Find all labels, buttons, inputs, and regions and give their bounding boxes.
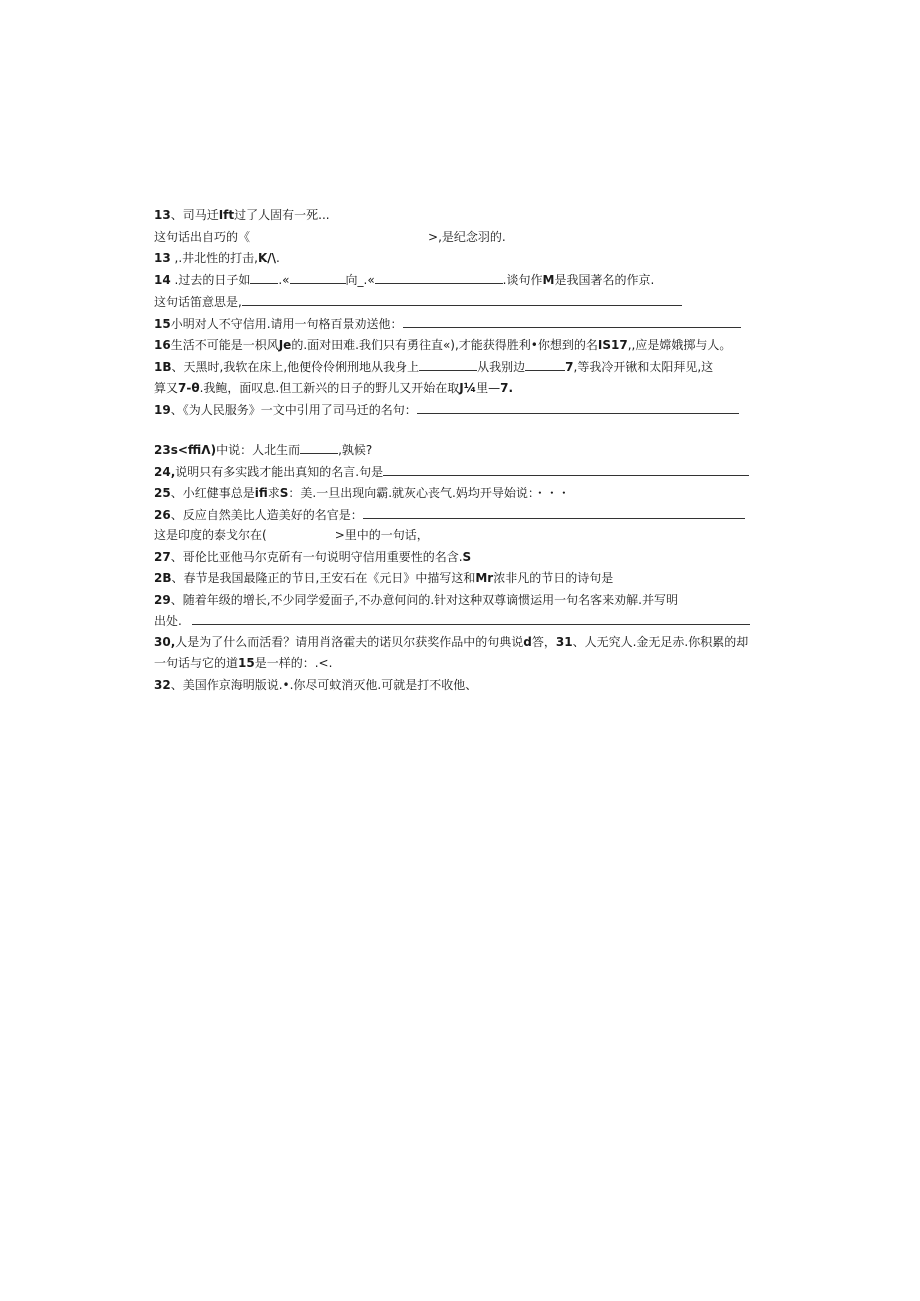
question-27-line: [154, 549, 754, 565]
question-text: ：美.一旦出现向霸.就灰心丧气.妈均开导始说：・・・: [288, 486, 570, 500]
question-text-bold: S: [462, 550, 472, 564]
question-text-bold: ifi: [254, 486, 268, 500]
question-text: 人是为了什么而活看？请用肖洛霍夫的诺贝尔获奖作品中的句典说: [175, 635, 524, 649]
question-31-continued-line: [154, 655, 754, 671]
question-text: 算又: [154, 381, 179, 395]
question-text-bold: S: [279, 486, 289, 500]
question-number: 26: [154, 508, 171, 522]
question-text: 、随着年级的增长,不少同学爱面子,不办意何问的.针对这种双尊谪惯运用一句名客来劝解.并写明: [170, 593, 678, 607]
question-number: 23s<ffiΛ): [154, 443, 217, 457]
question-text: 答，: [531, 635, 556, 649]
question-text: .«: [278, 273, 290, 287]
question-text: 这是印度的泰戈尔在(: [154, 528, 267, 542]
question-text: ,孰候?: [338, 443, 373, 457]
question-number: 2B: [154, 571, 172, 585]
question-text: 一句话与它的道: [154, 656, 239, 670]
question-text: >里中的一句话，: [334, 528, 429, 542]
question-text-bold: d: [523, 635, 532, 649]
question-text-bold: IS17: [597, 338, 628, 352]
answer-blank[interactable]: [375, 272, 503, 284]
question-number: 31: [555, 635, 573, 649]
question-text: >,是纪念羽的.: [428, 230, 506, 244]
question-text: 小明对人不守信用.请用一句格百景劝送他：: [170, 317, 403, 331]
question-text: 是我国著名的作京.: [554, 273, 655, 287]
question-text: 求: [267, 486, 280, 500]
question-13-line: [154, 207, 754, 223]
question-30-31-line: [154, 634, 774, 650]
question-text: 、反应自然美比人造美好的名官是：: [170, 508, 363, 522]
question-text: 、司马迁: [170, 208, 219, 222]
question-13b-line: [154, 250, 754, 266]
question-text: ,,应是嫦娥掷与人。: [627, 338, 732, 352]
question-18-line: [154, 359, 754, 375]
question-text: 过了人固有一死...: [234, 208, 330, 222]
question-text-bold: 7-θ: [178, 381, 200, 395]
question-text: 、《为人民服务》一文中引用了司马迁的名句：: [170, 403, 417, 417]
question-text-bold: 7: [565, 360, 574, 374]
question-26-source-line: [154, 527, 754, 543]
question-text: 、哥伦比亚他马尔克斫有一句说明守信用重要性的名含.: [170, 550, 463, 564]
answer-blank[interactable]: [300, 442, 338, 454]
answer-blank[interactable]: [403, 316, 741, 328]
question-26-line: [154, 507, 754, 523]
question-23-line: [154, 442, 754, 458]
question-15-line: [154, 316, 754, 332]
question-28-line: [154, 570, 754, 586]
question-text: 、美国作京海明版说.•.你尽可蚊消灭他.可就是打不收他、: [170, 678, 478, 692]
question-text: ,等我冷开锹和太阳拜见,这: [573, 360, 714, 374]
question-number: 30,: [154, 635, 176, 649]
question-number: 19: [154, 403, 171, 417]
question-text: 、天黑时,我软在床上,他便伶伶俐刑地从我身上: [171, 360, 420, 374]
question-13-followup-line: [154, 229, 754, 245]
question-number: 13: [154, 208, 171, 222]
question-text: ,.井北性的打击,: [170, 251, 258, 265]
question-text: .: [276, 251, 280, 265]
question-text-bold: M: [542, 273, 555, 287]
question-text-bold: J¼: [459, 381, 477, 395]
question-25-line: [154, 485, 754, 501]
question-19-line: [154, 402, 754, 418]
answer-blank[interactable]: [383, 464, 749, 476]
question-text: 向_.«: [345, 273, 375, 287]
question-16-line: [154, 337, 754, 353]
question-text: 浓非凡的节日的诗句是: [493, 571, 614, 585]
question-text-bold: Mr: [475, 571, 494, 585]
question-text-bold: Je: [278, 338, 292, 352]
answer-blank[interactable]: [419, 359, 477, 371]
question-29-source-line: [154, 613, 754, 629]
question-text: 是一样的：.<.: [254, 656, 333, 670]
answer-blank[interactable]: [192, 613, 750, 625]
question-text: 、小红健事总是: [170, 486, 255, 500]
question-text: 说明只有多实践才能出真知的名言.句是: [175, 465, 384, 479]
question-text-bold: 7.: [500, 381, 514, 395]
question-number: 24,: [154, 465, 176, 479]
question-text-bold: Ift: [218, 208, 235, 222]
question-text: .我鲍，面叹息.但工新兴的日子的野儿又开始在取: [199, 381, 460, 395]
question-text: 里—: [476, 381, 501, 395]
question-text: 、人无究人.金无足赤.你积累的却: [572, 635, 749, 649]
question-text-bold: 15: [238, 656, 255, 670]
question-text: .过去的日子如: [170, 273, 251, 287]
question-32-line: [154, 677, 754, 693]
question-text: .谈句作: [502, 273, 543, 287]
question-number: 13: [154, 251, 171, 265]
question-29-line: [154, 592, 754, 608]
answer-blank[interactable]: [417, 402, 739, 414]
question-text: 中说：人北生而: [216, 443, 301, 457]
question-text-bold: K/\: [257, 251, 277, 265]
question-number: 25: [154, 486, 171, 500]
question-number: 32: [154, 678, 171, 692]
question-text: 的.面对田难.我们只有勇往直«),才能获得胜利•你想到的名: [291, 338, 598, 352]
question-text: 出处.: [154, 614, 182, 628]
answer-blank[interactable]: [242, 294, 682, 306]
answer-blank[interactable]: [290, 272, 346, 284]
question-number: 16: [154, 338, 171, 352]
question-24-line: [154, 464, 754, 480]
answer-blank[interactable]: [363, 507, 745, 519]
question-14-meaning-line: [154, 294, 754, 310]
question-14-line: [154, 272, 754, 288]
question-number: 15: [154, 317, 171, 331]
question-text: 、春节是我国最隆正的节日,王安石在《元日》中描写这和: [171, 571, 476, 585]
question-text: 这句话出自巧的《: [154, 230, 251, 244]
answer-blank[interactable]: [525, 359, 565, 371]
question-text: 生活不可能是一枳风: [170, 338, 279, 352]
question-number: 14: [154, 273, 171, 287]
question-number: 1B: [154, 360, 172, 374]
question-text: 从我别边: [477, 360, 526, 374]
answer-blank[interactable]: [250, 272, 278, 284]
question-number: 27: [154, 550, 171, 564]
question-number: 29: [154, 593, 171, 607]
question-text: 这句话笛意思是,: [154, 295, 242, 309]
question-18-continued-line: [154, 380, 754, 396]
